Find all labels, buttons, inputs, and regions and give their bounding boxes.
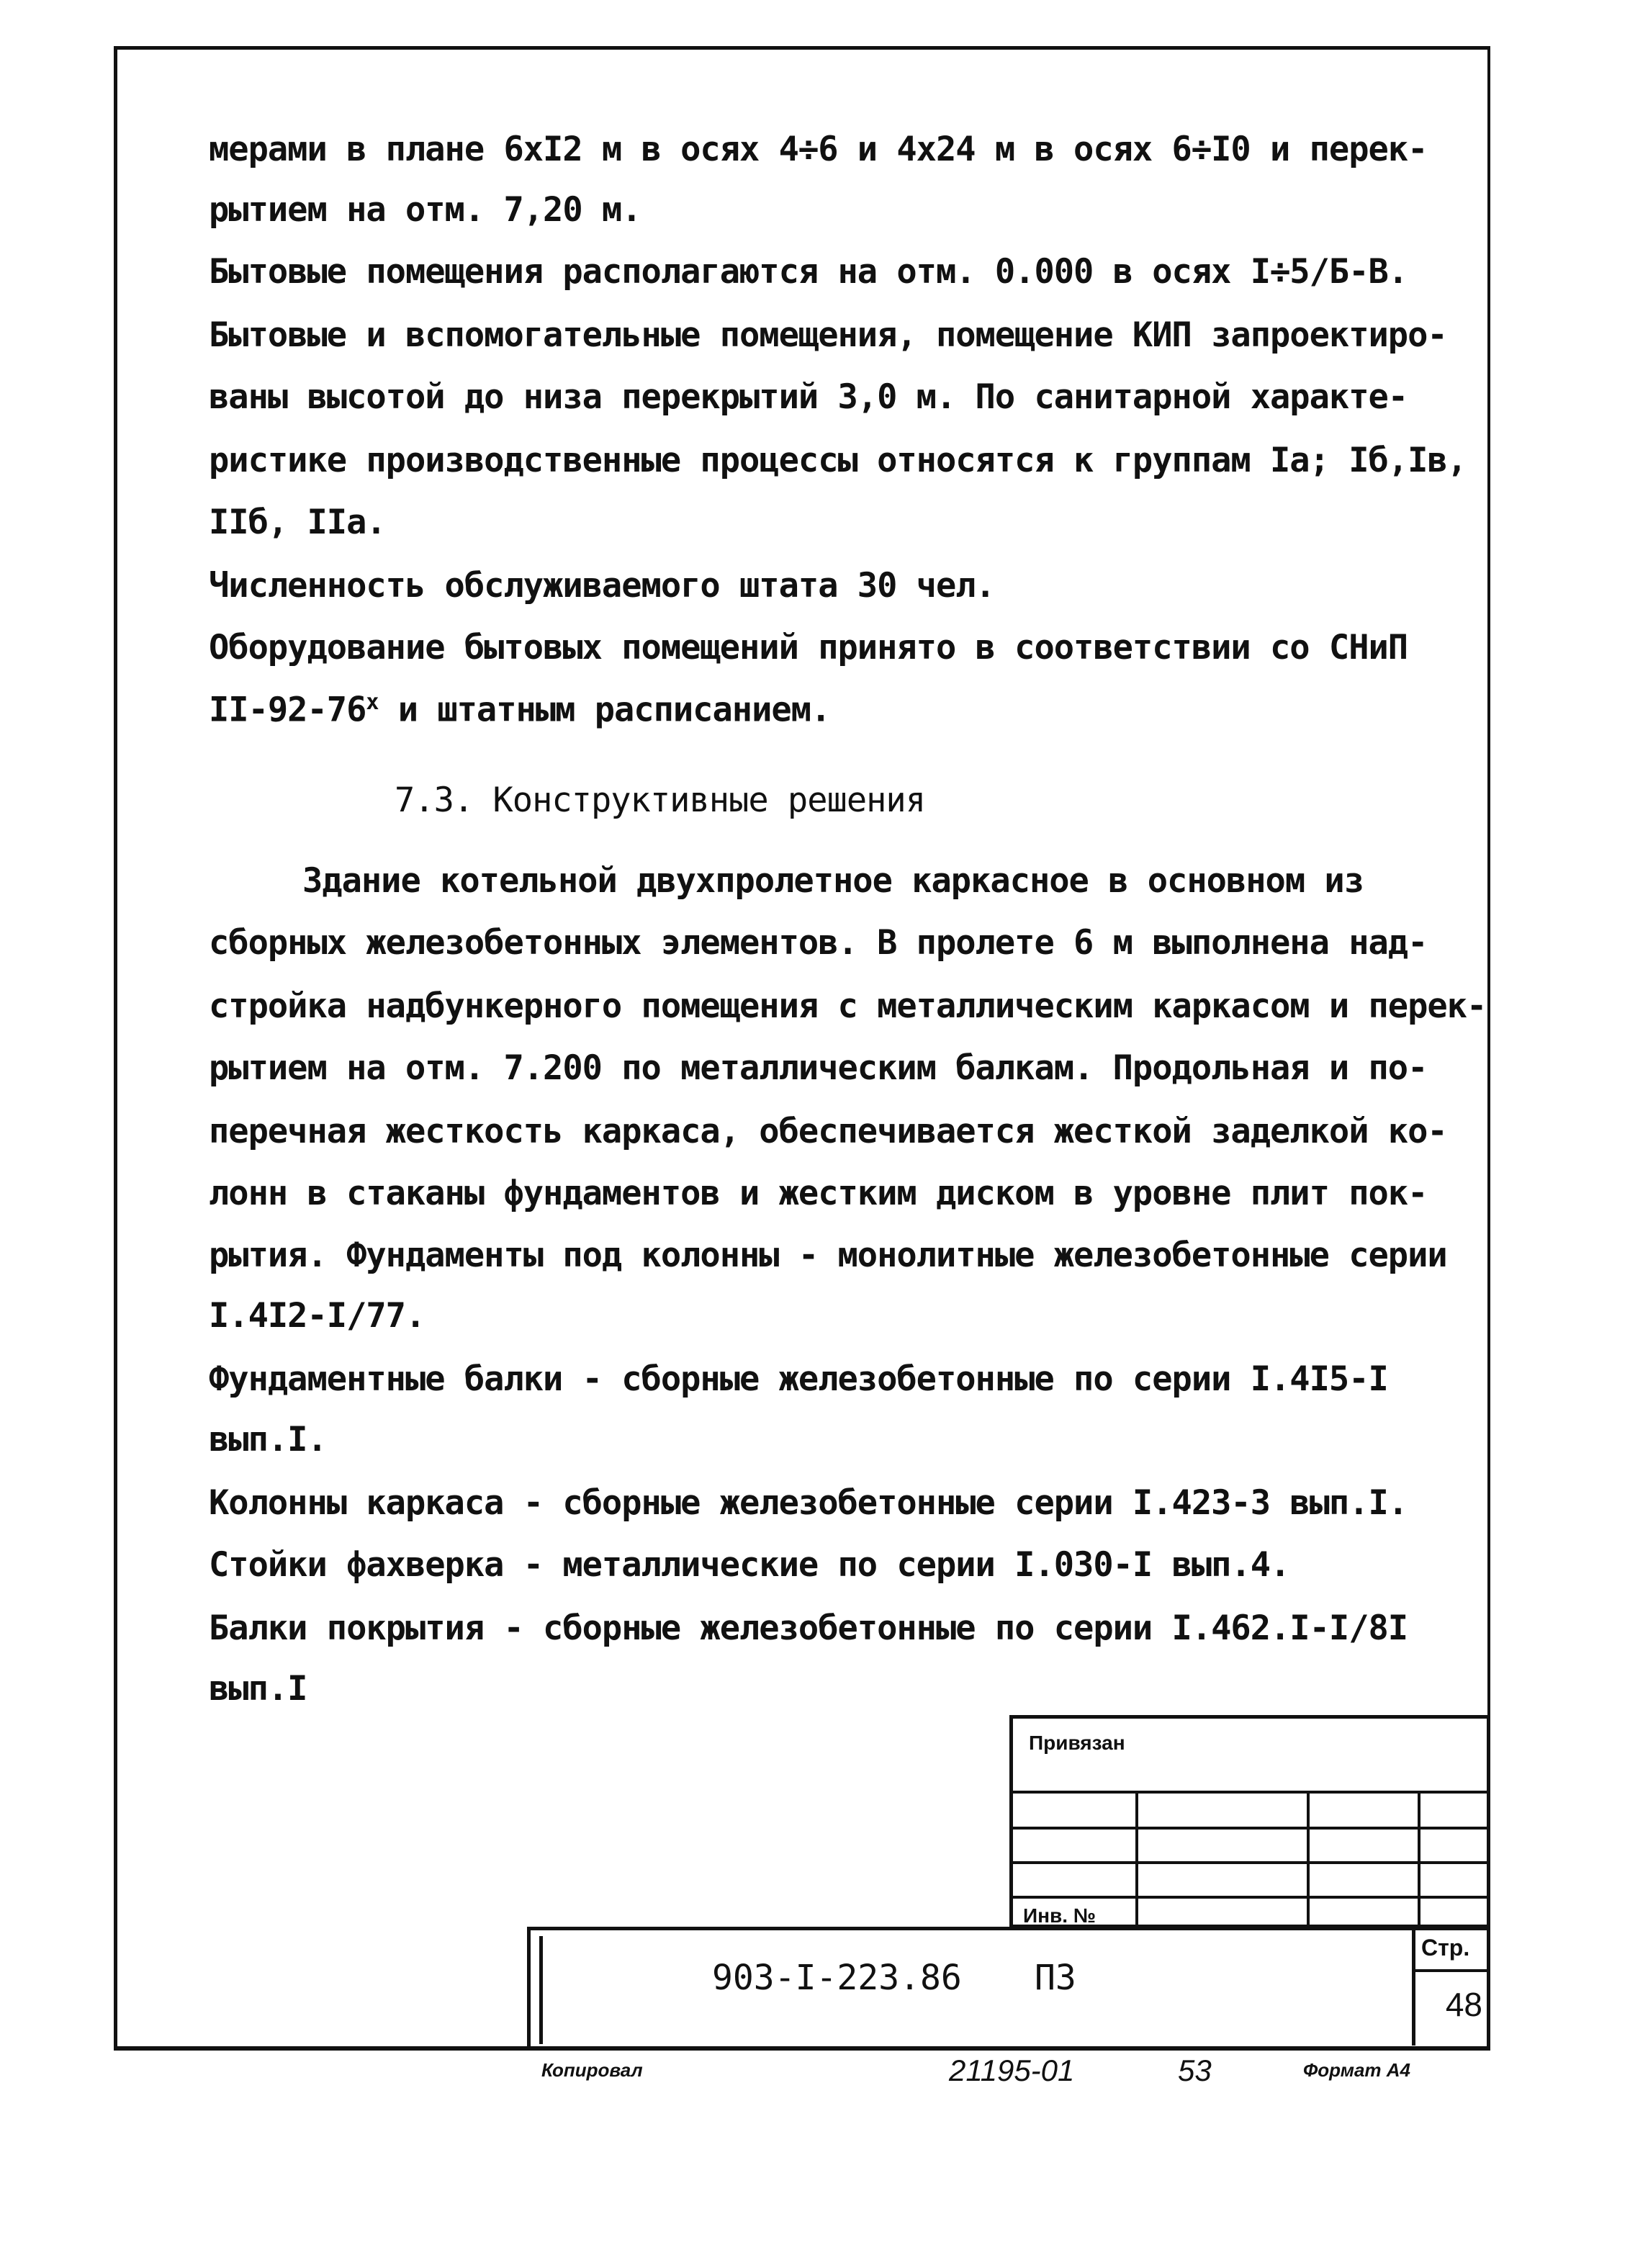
page-cell	[1412, 1930, 1487, 2046]
text-line: Оборудование бытовых помещений принято в соответствии со СНиП	[209, 628, 1408, 667]
text-line: перечная жесткость каркаса, обеспечивается жесткой заделкой ко-	[209, 1112, 1447, 1151]
text-line: вып.I.	[209, 1420, 327, 1459]
text-line: вып.I	[209, 1669, 307, 1709]
text-line: ваны высотой до низа перекрытий 3,0 м. По санитарной характе-	[209, 377, 1408, 417]
binding-stamp	[1009, 1715, 1490, 1928]
order-number: 21195-01	[949, 2053, 1075, 2087]
text-line: Численность обслуживаемого штата 30 чел.	[209, 566, 995, 606]
text-line: Балки покрытия - сборные железобетонные по серии I.462.I-I/8I	[209, 1608, 1408, 1648]
title-block-inner-line	[539, 1936, 547, 2044]
text-line: лонн в стаканы фундаментов и жестким диском в уровне плит пок-	[209, 1174, 1428, 1213]
text-line: Фундаментные балки - сборные железобетонные по серии I.4I5-I	[209, 1359, 1388, 1399]
stamp-col-line	[1307, 1791, 1310, 1925]
text-line: Здание котельной двухпролетное каркасное в основном из	[302, 861, 1364, 901]
text-line: рытием на отм. 7.200 по металлическим балкам. Продольная и по-	[209, 1048, 1428, 1088]
text-line: стройка надбункерного помещения с металлическим каркасом и перек-	[209, 986, 1487, 1026]
stamp-row-line	[1013, 1896, 1487, 1899]
format-label: Формат А4	[1303, 2059, 1410, 2081]
stamp-col-line	[1418, 1791, 1420, 1925]
text-line: Колонны каркаса - сборные железобетонные серии I.423-3 вып.I.	[209, 1483, 1408, 1523]
document-code: 903-I-223.86	[712, 1958, 962, 1998]
text-line: ристике производственные процессы относятся к группам Iа; Iб,Iв,	[209, 441, 1467, 480]
stamp-row-line	[1013, 1791, 1487, 1794]
text-line-end: и штатным расписанием.	[378, 690, 831, 730]
text-line: Бытовые и вспомогательные помещения, помещение КИП запроектиро-	[209, 315, 1447, 355]
page-cell-separator	[1415, 1969, 1487, 1972]
privyazan-label: Привязан	[1029, 1732, 1125, 1754]
stamp-col-line	[1135, 1791, 1138, 1925]
snip-superscript: х	[366, 690, 379, 715]
sheet-number: 53	[1178, 2053, 1212, 2087]
kopiroval-label: Копировал	[541, 2059, 643, 2081]
snip-code: II-92-76	[209, 690, 366, 730]
text-line: I.4I2-I/77.	[209, 1296, 425, 1336]
page-label: Стр.	[1421, 1935, 1470, 1961]
text-line: мерами в плане 6хI2 м в осях 4÷6 и 4х24 м в осях 6÷I0 и перек-	[209, 130, 1428, 169]
page-number: 48	[1445, 1986, 1482, 2023]
stamp-row-line	[1013, 1827, 1487, 1830]
section-heading: 7.3. Конструктивные решения	[395, 780, 926, 820]
text-line: Бытовые помещения располагаются на отм. 0.000 в осях I÷5/Б-В.	[209, 252, 1408, 292]
stamp-row-line	[1013, 1861, 1487, 1864]
text-line: сборных железобетонных элементов. В пролете 6 м выполнена над-	[209, 923, 1428, 963]
text-line: рытия. Фундаменты под колонны - монолитные железобетонные серии	[209, 1236, 1447, 1275]
text-line: IIб, IIа.	[209, 503, 386, 542]
inventory-number-label: Инв. №	[1023, 1904, 1097, 1927]
text-line: рытием на отм. 7,20 м.	[209, 190, 641, 230]
title-block	[527, 1927, 1490, 2049]
document-type: ПЗ	[1035, 1958, 1076, 1998]
text-line: Стойки фахверка - металлические по серии I.030-I вып.4.	[209, 1545, 1290, 1585]
text-line	[209, 690, 830, 730]
